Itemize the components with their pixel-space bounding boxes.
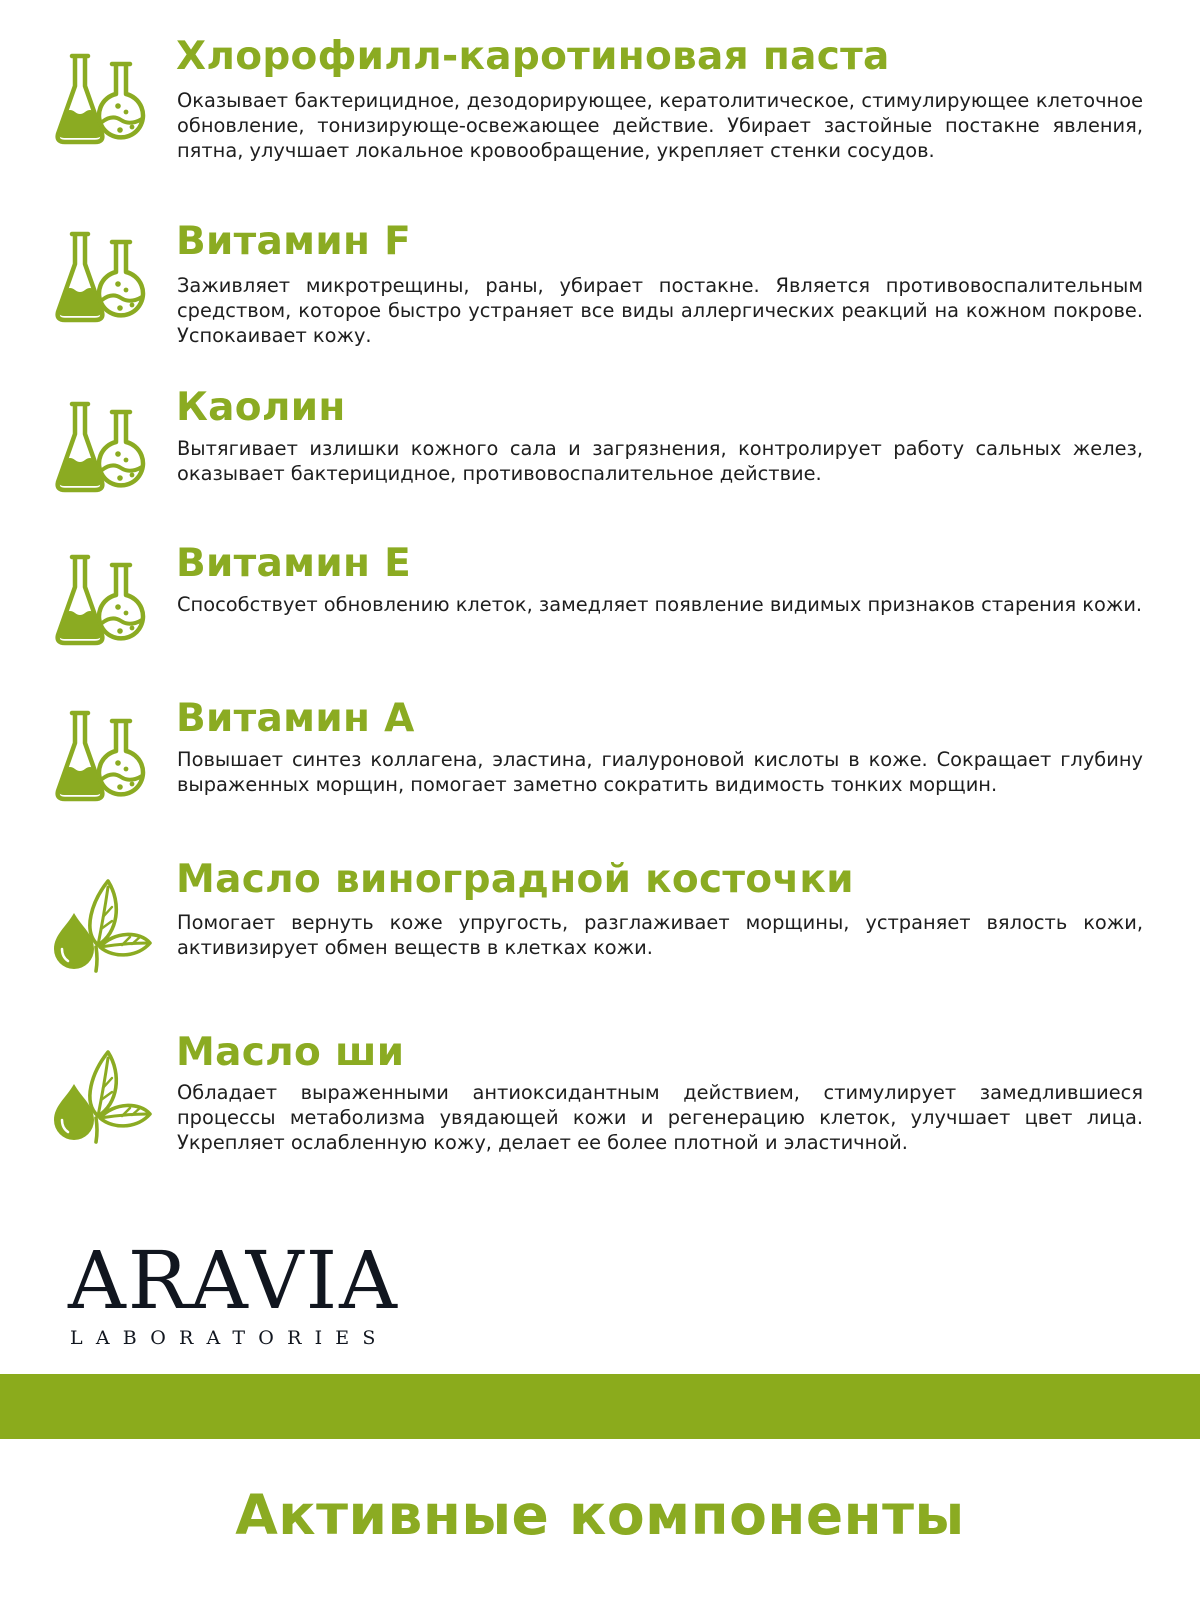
component-description: Оказывает бактерицидное, дезодорирующее, кератолитическое, стимулирующее клеточное обновление, тонизирующе-освежающее действие. Убирает застойные постакне явления, пятна, улучшает локальное кровообращение, укрепляет стенки сосудов. — [177, 89, 1143, 162]
accent-band — [0, 1374, 1200, 1439]
component-description: Заживляет микротрещины, раны, убирает постакне. Является противовоспалительным средством, которое быстро устраняет все виды аллергических реакций на кожном покрове. Успокаивает кожу. — [177, 274, 1143, 347]
component-title: Витамин E — [176, 541, 412, 586]
component-title: Масло виноградной косточки — [176, 857, 854, 902]
component-description: Помогает вернуть коже упругость, разглаживает морщины, устраняет вялость кожи, активизирует обмен веществ в клетках кожи. — [177, 911, 1143, 959]
flasks-icon — [52, 707, 152, 807]
component-title: Хлорофилл-каротиновая паста — [176, 34, 890, 79]
component-description: Повышает синтез коллагена, эластина, гиалуроновой кислоты в коже. Сокращает глубину выраженных морщин, помогает заметно сократить видимость тонких морщин. — [177, 748, 1143, 796]
brand-name: ARAVIA — [68, 1234, 399, 1327]
oil-drop-leaf-icon — [52, 875, 152, 975]
flasks-icon — [52, 398, 152, 498]
brand-subtitle: LABORATORIES — [70, 1327, 389, 1349]
brand-logo — [66, 1236, 406, 1356]
component-title: Витамин F — [176, 219, 412, 264]
component-description: Вытягивает излишки кожного сала и загрязнения, контролирует работу сальных желез, оказывает бактерицидное, противовоспалительное действие. — [177, 437, 1143, 485]
flasks-icon — [52, 551, 152, 651]
oil-drop-leaf-icon — [52, 1046, 152, 1146]
page-title: Активные компоненты — [235, 1483, 965, 1547]
flasks-icon — [52, 50, 152, 150]
flasks-icon — [52, 228, 152, 328]
component-description: Обладает выраженными антиоксидантным действием, стимулирует замедлившиеся процессы метаболизма увядающей кожи и регенерацию клеток, улучшает цвет лица. Укрепляет ослабленную кожу, делает ее более плотной и эластичной. — [177, 1081, 1143, 1154]
component-title: Масло ши — [176, 1030, 405, 1075]
component-description: Способствует обновлению клеток, замедляет появление видимых признаков старения кожи. — [177, 593, 1143, 616]
component-title: Витамин А — [176, 696, 415, 741]
component-title: Каолин — [176, 385, 346, 430]
